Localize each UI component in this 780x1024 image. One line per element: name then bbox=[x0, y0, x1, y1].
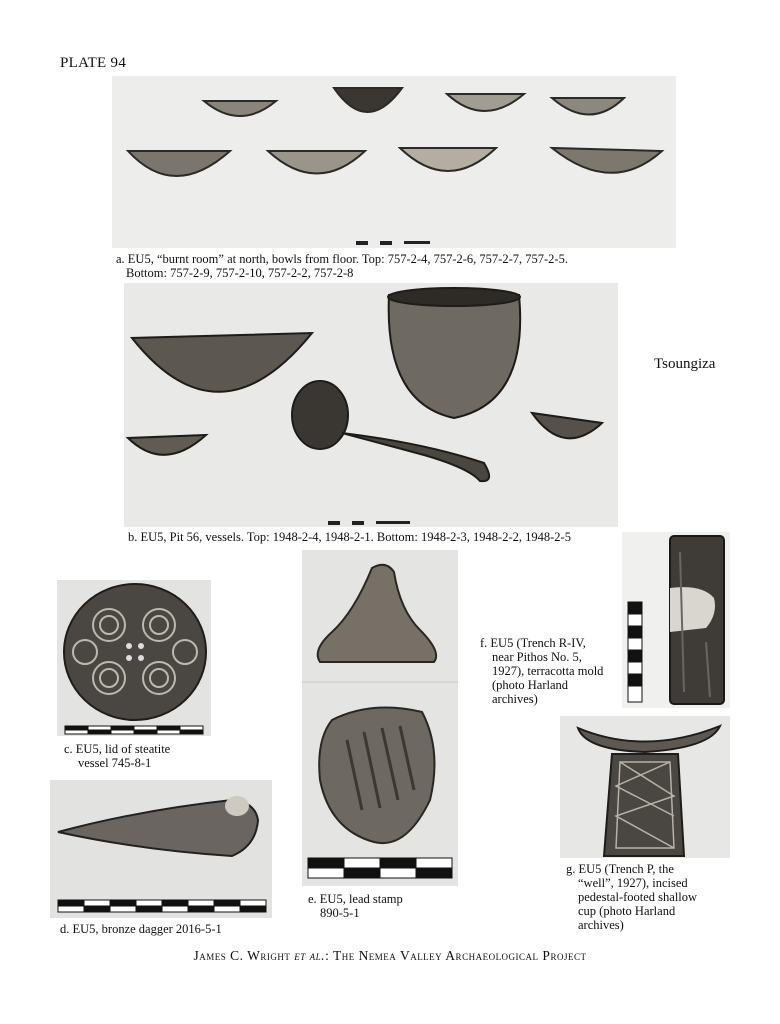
caption-g-line5: archives) bbox=[578, 918, 624, 932]
caption-b: b. EU5, Pit 56, vessels. Top: 1948-2-4, 1948-2-1. Bottom: 1948-2-3, 1948-2-2, 1948-2-5 bbox=[128, 530, 571, 544]
caption-a-line1: a. EU5, “burnt room” at north, bowls from floor. Top: 757-2-4, 757-2-6, 757-2-7, 757-2-5. bbox=[116, 252, 568, 266]
caption-f-line5: archives) bbox=[492, 692, 538, 706]
caption-d: d. EU5, bronze dagger 2016-5-1 bbox=[60, 922, 222, 936]
caption-f-line3: 1927), terracotta mold bbox=[492, 664, 604, 678]
footer-etal: et al. bbox=[294, 948, 326, 963]
caption-f-line4: (photo Harland bbox=[492, 678, 569, 692]
caption-c-line1: c. EU5, lid of steatite bbox=[64, 742, 171, 756]
caption-a-line2: Bottom: 757-2-9, 757-2-10, 757-2-2, 757-2-8 bbox=[126, 266, 354, 280]
plate-number: PLATE 94 bbox=[60, 55, 127, 71]
caption-g-line3: pedestal-footed shallow bbox=[578, 890, 698, 904]
photo-e-stamp bbox=[302, 550, 458, 886]
photo-a-bowls bbox=[112, 76, 676, 248]
running-footer bbox=[0, 948, 780, 964]
photo-c-lid bbox=[57, 580, 211, 736]
footer-author: James C. Wright bbox=[193, 948, 291, 963]
caption-g-line2: “well”, 1927), incised bbox=[578, 876, 688, 890]
footer-title: : The Nemea Valley Archaeological Project bbox=[325, 948, 587, 963]
photo-d-dagger bbox=[50, 780, 272, 918]
photo-b-vessels bbox=[124, 283, 618, 527]
caption-e-line1: e. EU5, lead stamp bbox=[308, 892, 403, 906]
photo-g-cup bbox=[560, 716, 730, 858]
caption-f-line1: f. EU5 (Trench R-IV, bbox=[480, 636, 586, 650]
caption-f-line2: near Pithos No. 5, bbox=[492, 650, 582, 664]
photo-f-mold bbox=[622, 532, 730, 708]
caption-g-line4: cup (photo Harland bbox=[578, 904, 676, 918]
caption-g-line1: g. EU5 (Trench P, the bbox=[566, 862, 674, 876]
site-label: Tsoungiza bbox=[654, 356, 716, 372]
caption-c-line2: vessel 745-8-1 bbox=[78, 756, 152, 770]
caption-e-line2: 890-5-1 bbox=[320, 906, 360, 920]
